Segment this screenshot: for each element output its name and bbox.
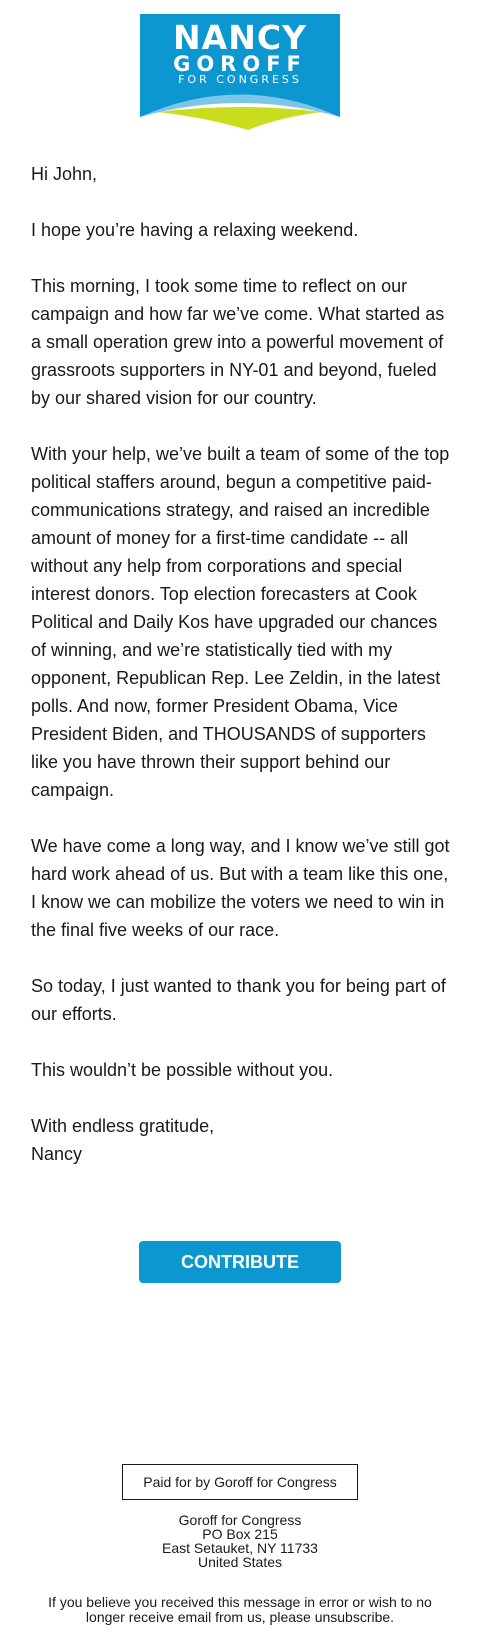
- unsubscribe-notice[interactable]: If you believe you received this message in error or wish to no longer receive email from us, please unsubscribe.: [48, 1594, 432, 1625]
- signature: Nancy: [31, 1144, 83, 1164]
- address-line-1: PO Box 215: [202, 1526, 278, 1542]
- paid-for-disclaimer: Paid for by Goroff for Congress: [122, 1464, 358, 1500]
- paragraph-5: So today, I just wanted to thank you for being part of our efforts.: [31, 976, 446, 1024]
- logo-first-name: NANCY: [173, 18, 307, 57]
- paragraph-4: We have come a long way, and I know we’ve still got hard work ahead of us. But with a team like this one, I know we can mobilize the voters we need to win in the final five weeks of our race.: [31, 836, 450, 940]
- address-org: Goroff for Congress: [178, 1512, 302, 1528]
- paragraph-2: This morning, I took some time to reflect on our campaign and how far we’ve come. What started as a small operation grew into a powerful movement of grassroots supporters in NY-01 and beyond, fueled by our shared vision for our country.: [31, 276, 445, 408]
- paragraph-6: This wouldn’t be possible without you.: [31, 1060, 334, 1080]
- campaign-logo: [140, 14, 340, 134]
- contribute-button[interactable]: CONTRIBUTE: [139, 1241, 341, 1283]
- mailing-address: [0, 1513, 480, 1569]
- signoff: With endless gratitude,: [31, 1116, 215, 1136]
- paragraph-3: With your help, we’ve built a team of some of the top political staffers around, begun a competitive paid-communications strategy, and raised an incredible amount of money for a first-time candidate -- all without any help from corporations and special interest donors. Top election forecasters at Cook Political and Daily Kos have upgraded our chances of winning, and we’re statistically tied with my opponent, Republican Rep. Lee Zeldin, in the latest polls. And now, former President Obama, Vice President Biden, and THOUSANDS of supporters like you have thrown their support behind our campaign.: [31, 444, 450, 800]
- logo-tagline: FOR CONGRESS: [178, 73, 302, 86]
- address-country: United States: [197, 1554, 283, 1570]
- closing: [31, 1112, 451, 1168]
- logo-last-name: GOROFF: [173, 52, 307, 76]
- paragraph-1: I hope you’re having a relaxing weekend.: [31, 220, 359, 240]
- address-line-2: East Setauket, NY 11733: [162, 1540, 318, 1556]
- email-body: [31, 160, 451, 1168]
- greeting: Hi John,: [31, 164, 98, 184]
